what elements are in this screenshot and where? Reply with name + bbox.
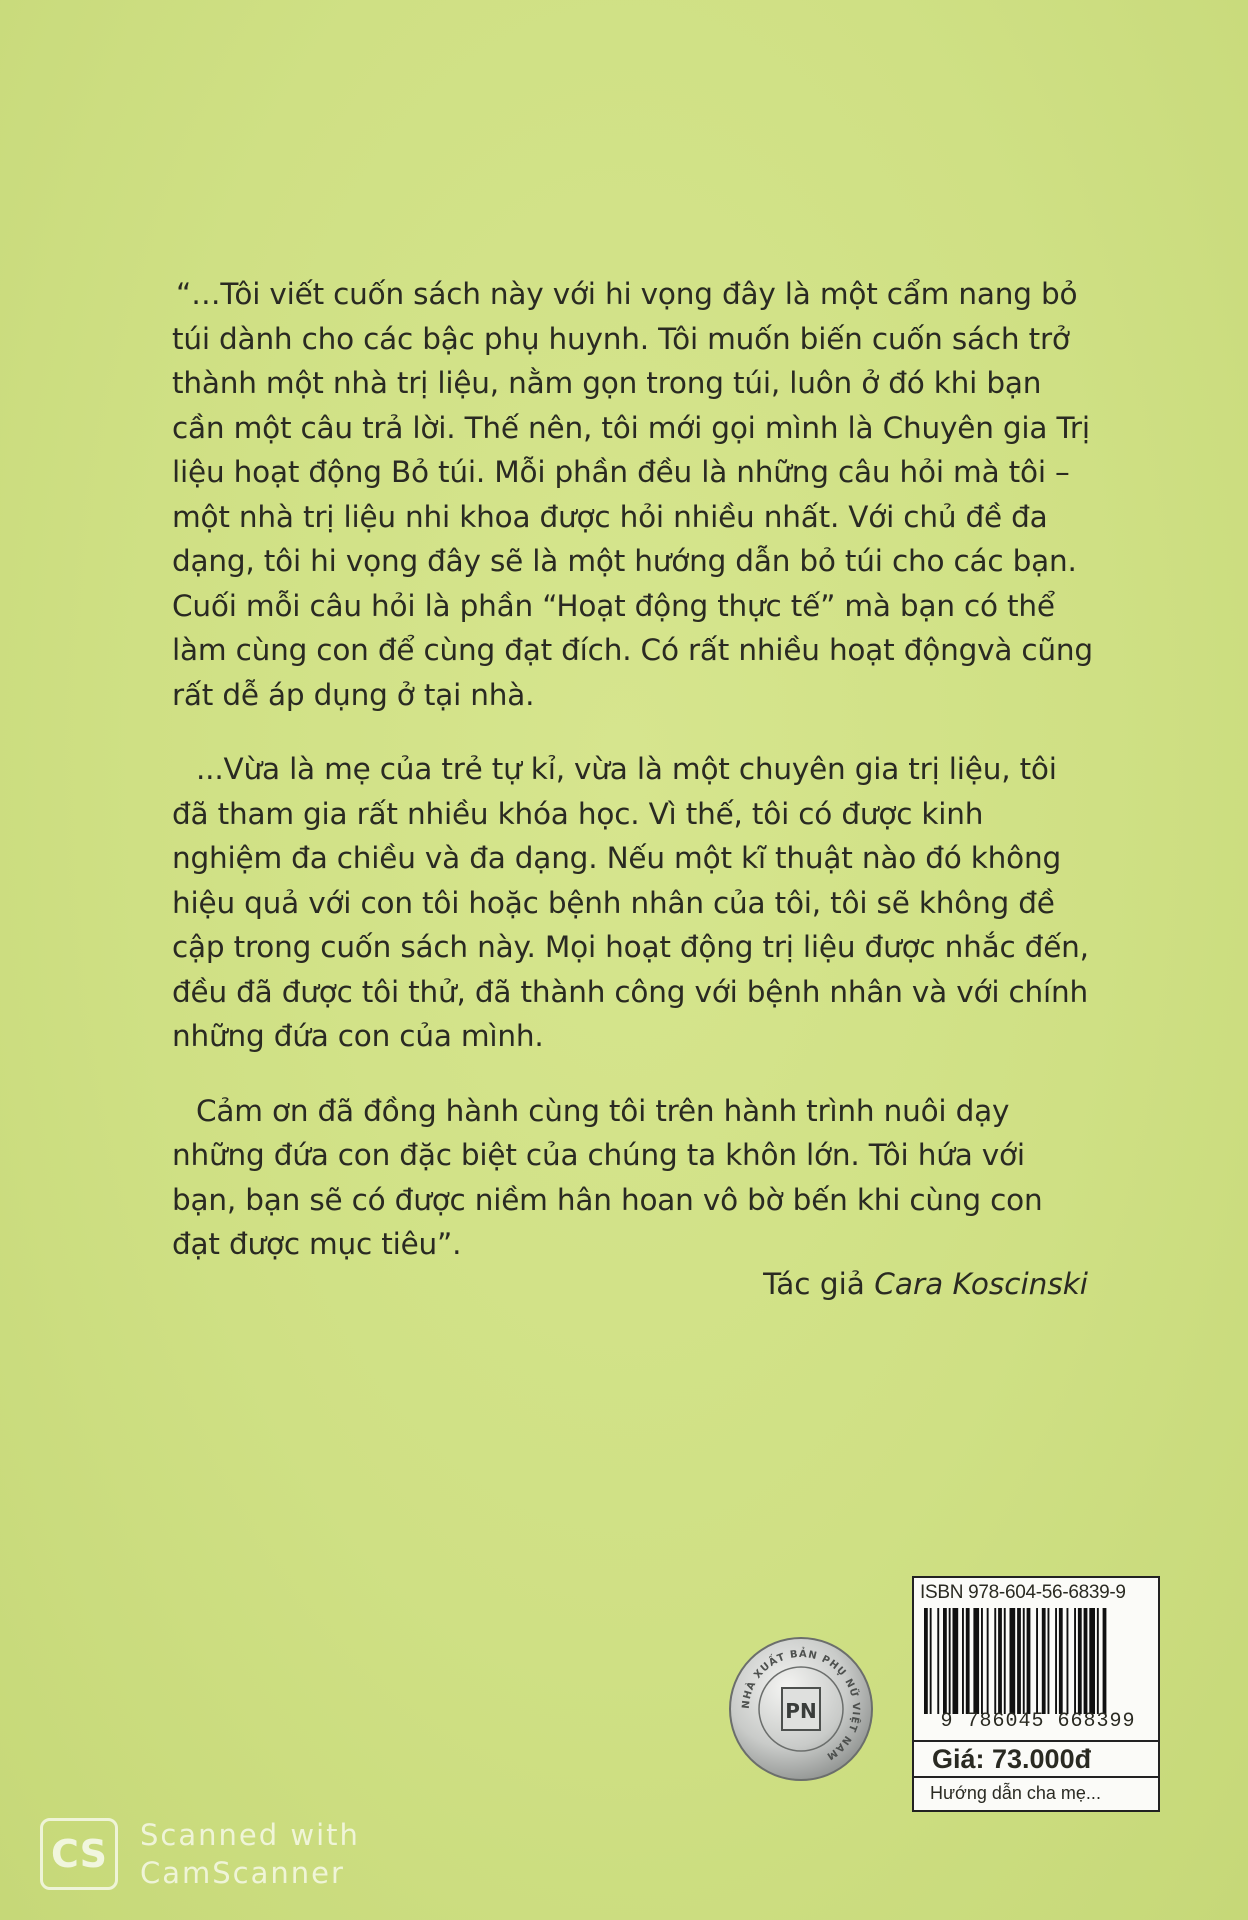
seal-ring-text: NHÀ XUẤT BẢN PHỤ NỮ VIỆT NAM — [740, 1648, 862, 1762]
publisher-seal-icon — [728, 1636, 874, 1782]
book-subtitle-label: Hướng dẫn cha mẹ... — [914, 1776, 1158, 1810]
isbn-text: ISBN 978-604-56-6839-9 — [920, 1582, 1126, 1603]
camscanner-logo-icon: CS — [40, 1818, 118, 1890]
paragraph-1: “…Tôi viết cuốn sách này với hi vọng đây là một cẩm nang bỏ túi dành cho các bậc phụ huynh. Tôi muốn biến cuốn sách trở thành một nhà trị liệu, nằm gọn trong túi, luôn ở đó khi bạn cần một câu trả lời. Thế nên, tôi mới gọi mình là Chuyên gia Trị liệu hoạt động Bỏ túi. Mỗi phần đều là những câu hỏi mà tôi – một nhà trị liệu nhi khoa được hỏi nhiều nhất. Với chủ đề đa dạng, tôi hi vọng đây sẽ là một hướng dẫn bỏ túi cho các bạn. Cuối mỗi câu hỏi là phần “Hoạt động thực tế” mà bạn có thể làm cùng con để cùng đạt đích. Có rất nhiều hoạt độngvà cũng rất dễ áp dụng ở tại nhà. — [172, 277, 1093, 712]
watermark-line-2: CamScanner — [140, 1856, 345, 1890]
watermark-line-1: Scanned with — [140, 1818, 360, 1852]
paragraph-2: ...Vừa là mẹ của trẻ tự kỉ, vừa là một chuyên gia trị liệu, tôi đã tham gia rất nhiều khóa học. Vì thế, tôi có được kinh nghiệm đa chiều và đa dạng. Nếu một kĩ thuật nào đó không hiệu quả với con tôi hoặc bệnh nhân của tôi, tôi sẽ không đề cập trong cuốn sách này. Mọi hoạt động trị liệu được nhắc đến, đều đã được tôi thử, đã thành công với bệnh nhân và với chính những đứa con của mình. — [172, 752, 1089, 1053]
signature-prefix: Tác giả — [763, 1267, 865, 1301]
watermark-text — [140, 1816, 360, 1892]
author-signature — [763, 1262, 1088, 1306]
camscanner-watermark — [40, 1812, 370, 1892]
barcode-label — [912, 1576, 1160, 1812]
barcode-icon — [924, 1608, 1152, 1714]
paragraph-3: Cảm ơn đã đồng hành cùng tôi trên hành trình nuôi dạy những đứa con đặc biệt của chúng ta khôn lớn. Tôi hứa với bạn, bạn sẽ có được niềm hân hoan vô bờ bến khi cùng con đạt được mục tiêu”. — [172, 1093, 1043, 1261]
back-cover-text — [172, 272, 1098, 1297]
seal-initials: PN — [785, 1699, 817, 1723]
price-label: Giá: 73.000đ — [914, 1740, 1158, 1774]
author-name: Cara Koscinski — [874, 1267, 1088, 1301]
barcode-digits: 9 786045 668399 — [940, 1710, 1136, 1733]
